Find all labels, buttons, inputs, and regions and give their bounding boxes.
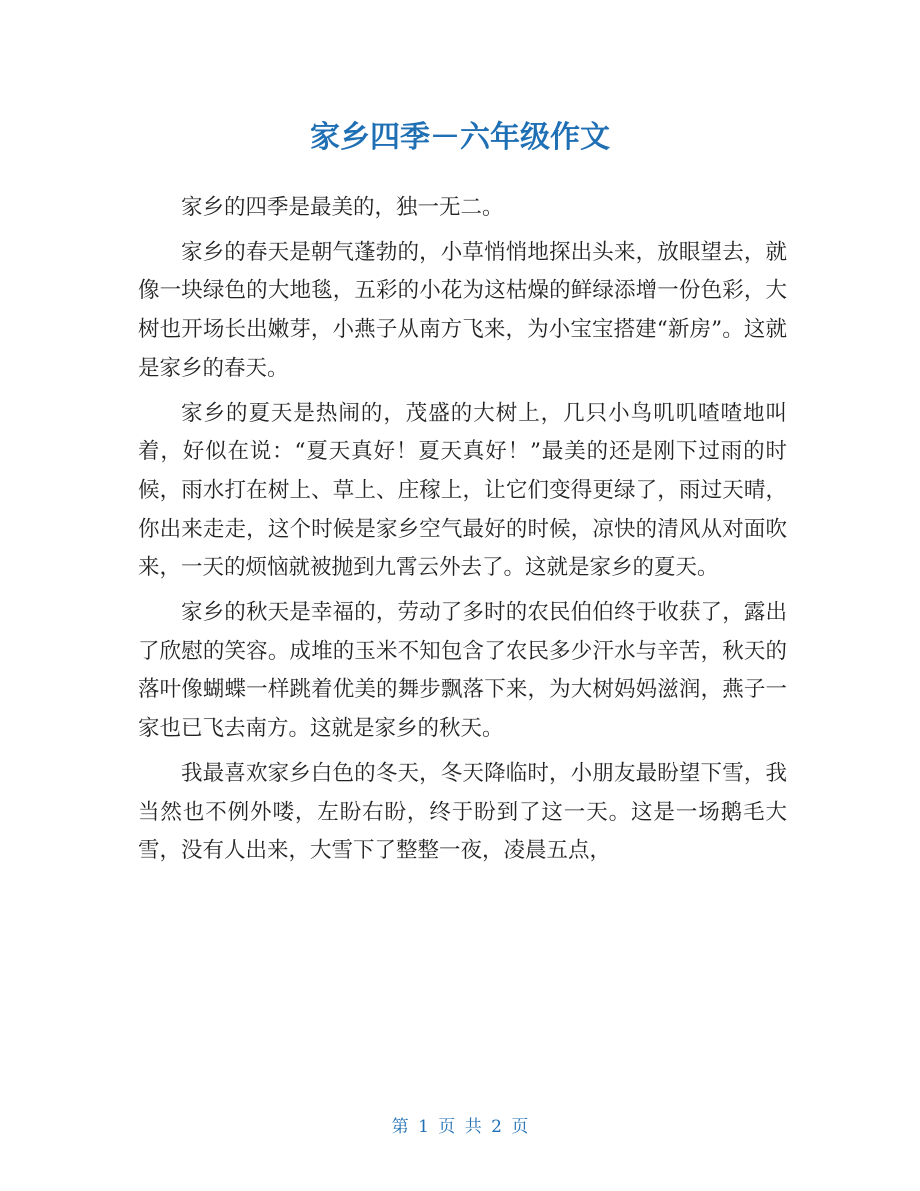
paragraph-intro: 家乡的四季是最美的，独一无二。 bbox=[181, 195, 504, 220]
paragraph-winter: 我最喜欢家乡白色的冬天，冬天降临时，小朋友最盼望下雪，我当然也不例外喽，左盼右盼，终于盼到了这一天。这是一场鹅毛大雪，没有人出来，大雪下了整整一夜，凌晨五点， bbox=[138, 760, 787, 864]
document-body bbox=[138, 189, 787, 877]
page-number-footer: 第 1 页 共 2 页 bbox=[391, 1117, 529, 1137]
document-title: 家乡四季－六年级作文 bbox=[310, 120, 610, 155]
paragraph-spring: 家乡的春天是朝气蓬勃的，小草悄悄地探出头来，放眼望去，就像一块绿色的大地毯，五彩的小花为这枯燥的鲜绿添增一份色彩，大树也开场长出嫩芽，小燕子从南方飞来，为小宝宝搭建“新房”。这就是家乡的春天。 bbox=[138, 239, 787, 381]
paragraph-summer: 家乡的夏天是热闹的，茂盛的大树上，几只小鸟叽叽喳喳地叫着，好似在说：“夏天真好！夏天真好！”最美的还是刚下过雨的时候，雨水打在树上、草上、庄稼上，让它们变得更绿了，雨过天晴，你出来走走，这个时候是家乡空气最好的时候，凉快的清风从对面吹来，一天的烦恼就被抛到九霄云外去了。这就是家乡的夏天。 bbox=[138, 400, 787, 581]
paragraph-autumn: 家乡的秋天是幸福的，劳动了多时的农民伯伯终于收获了，露出了欣慰的笑容。成堆的玉米不知包含了农民多少汗水与辛苦，秋天的落叶像蝴蝶一样跳着优美的舞步飘落下来，为大树妈妈滋润，燕子一家也已飞去南方。这就是家乡的秋天。 bbox=[138, 600, 787, 742]
